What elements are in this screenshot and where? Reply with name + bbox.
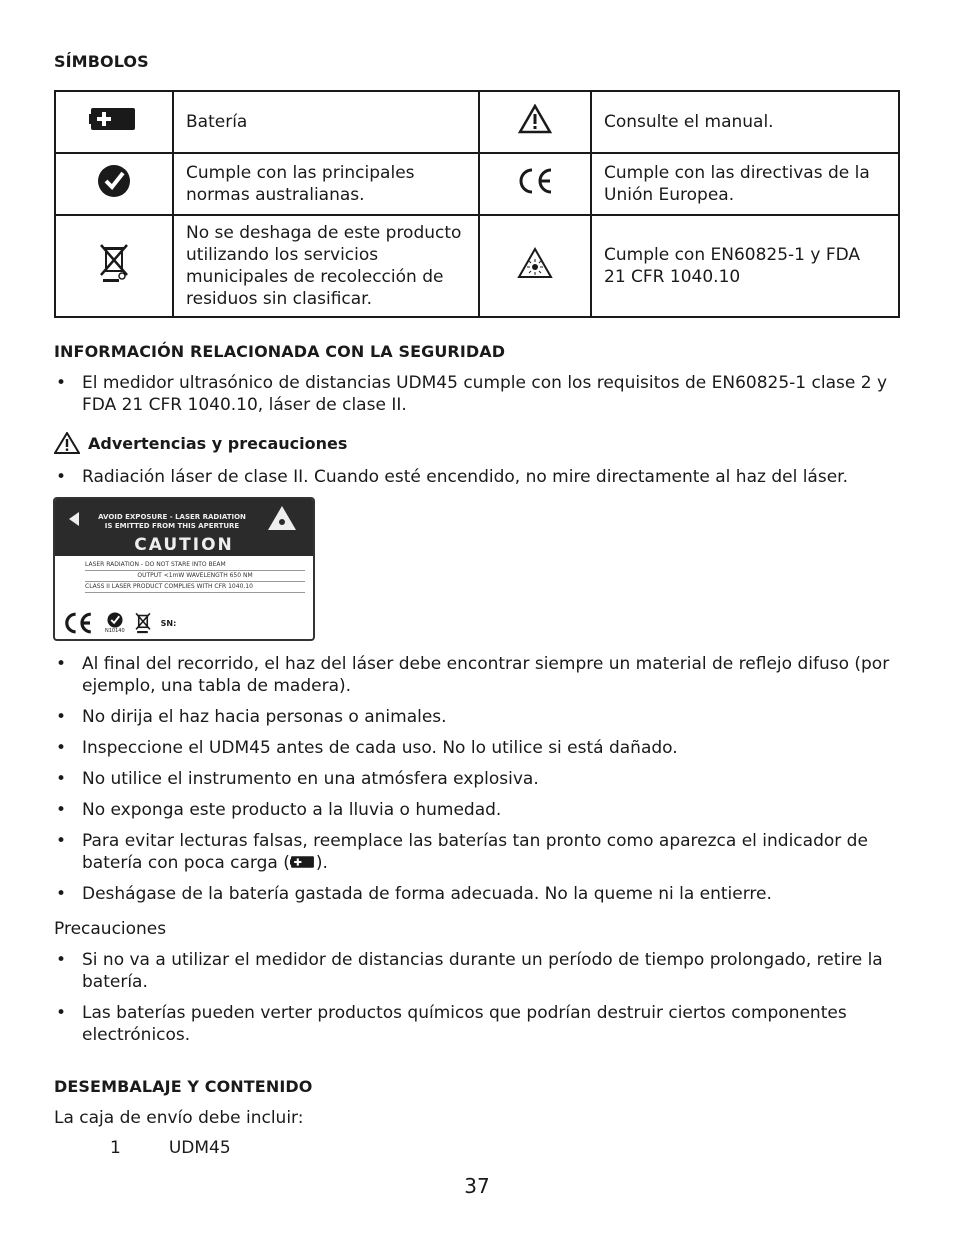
caution-detail-line: LASER RADIATION - DO NOT STARE INTO BEAM [85, 560, 305, 571]
battery-icon [290, 855, 316, 869]
list-item: • Al final del recorrido, el haz del láser debe encontrar siempre un material de reflejo difuso (por ejemplo, una tabla de madera). [54, 653, 904, 697]
table-row [55, 91, 899, 153]
warning-triangle-icon [479, 91, 591, 153]
arrow-left-icon [67, 511, 81, 527]
rcm-check-icon [55, 153, 173, 215]
symbol-description: No se deshaga de este producto utilizando los servicios municipales de recolección de residuos sin clasificar. [173, 215, 479, 317]
item-name: UDM45 [168, 1138, 231, 1158]
crossed-bin-icon [135, 612, 151, 634]
symbol-description: Cumple con las principales normas australianas. [173, 153, 479, 215]
list-item [54, 830, 904, 874]
caution-detail-line: CLASS II LASER PRODUCT COMPLIES WITH CFR 1040.10 [85, 582, 305, 593]
caution-label-header [55, 499, 313, 556]
unpack-heading: DESEMBALAJE Y CONTENIDO [54, 1077, 313, 1096]
table-row [55, 215, 899, 317]
precautions-list [54, 949, 904, 1055]
warnings-heading-text: Advertencias y precauciones [88, 433, 348, 453]
symbol-description: Batería [173, 91, 479, 153]
list-item: • Deshágase de la batería gastada de forma adecuada. No la queme ni la entierre. [54, 883, 904, 905]
crossed-bin-icon [55, 215, 173, 317]
caution-aperture-line: AVOID EXPOSURE - LASER RADIATION [98, 513, 246, 521]
laser-warning-icon [479, 215, 591, 317]
table-row [55, 153, 899, 215]
caution-detail-line: OUTPUT <1mW WAVELENGTH 650 NM [85, 571, 305, 582]
list-item: • Radiación láser de clase II. Cuando esté encendido, no mire directamente al haz del láser. [54, 466, 904, 488]
page-number: 37 [464, 1174, 490, 1198]
caution-marks [61, 611, 176, 635]
caution-aperture-line: IS EMITTED FROM THIS APERTURE [104, 522, 240, 530]
rcm-mark [105, 612, 125, 634]
list-item: • Inspeccione el UDM45 antes de cada uso. No lo utilice si está dañado. [54, 737, 904, 759]
symbols-table [54, 90, 900, 318]
battery-bullet-text-end: ). [315, 853, 328, 873]
ce-mark-icon [479, 153, 591, 215]
battery-bullet-text: Para evitar lecturas falsas, reemplace las baterías tan pronto como aparezca el indicador de batería con poca carga ( [82, 831, 868, 873]
list-item: • Las baterías pueden verter productos químicos que podrían destruir ciertos componentes electrónicos. [54, 1002, 904, 1046]
list-item: • El medidor ultrasónico de distancias UDM45 cumple con los requisitos de EN60825-1 clase 2 y FDA 21 CFR 1040.10, láser de clase II. [54, 372, 904, 416]
caution-title: CAUTION [134, 535, 234, 555]
serial-number-label: SN: [160, 618, 177, 628]
rcm-code: N10140 [105, 628, 125, 634]
contents-list-item [110, 1138, 231, 1158]
safety-heading: INFORMACIÓN RELACIONADA CON LA SEGURIDAD [54, 342, 506, 361]
caution-aperture-text [97, 513, 247, 531]
list-item: • No exponga este producto a la lluvia o humedad. [54, 799, 904, 821]
safety-list [54, 372, 904, 425]
symbol-description: Cumple con EN60825-1 y FDA 21 CFR 1040.10 [591, 215, 899, 317]
warnings-heading [54, 432, 347, 454]
symbol-description: Consulte el manual. [591, 91, 899, 153]
list-item: • Si no va a utilizar el medidor de distancias durante un período de tiempo prolongado, retire la batería. [54, 949, 904, 993]
laser-warning-icon [267, 505, 297, 531]
warning-triangle-icon [54, 432, 80, 454]
caution-label-image [53, 497, 315, 641]
precautions-label: Precauciones [54, 919, 167, 939]
unpack-intro: La caja de envío debe incluir: [54, 1108, 304, 1128]
list-item: • No utilice el instrumento en una atmósfera explosiva. [54, 768, 904, 790]
symbol-description: Cumple con las directivas de la Unión Europea. [591, 153, 899, 215]
symbols-heading: SÍMBOLOS [54, 52, 149, 71]
warnings-list [54, 653, 904, 914]
item-quantity: 1 [110, 1138, 121, 1158]
list-item: • No dirija el haz hacia personas o animales. [54, 706, 904, 728]
ce-mark-icon [61, 611, 95, 635]
warnings-list-top [54, 466, 904, 497]
caution-details [55, 556, 313, 593]
rcm-check-icon [107, 612, 123, 628]
battery-icon [55, 91, 173, 153]
